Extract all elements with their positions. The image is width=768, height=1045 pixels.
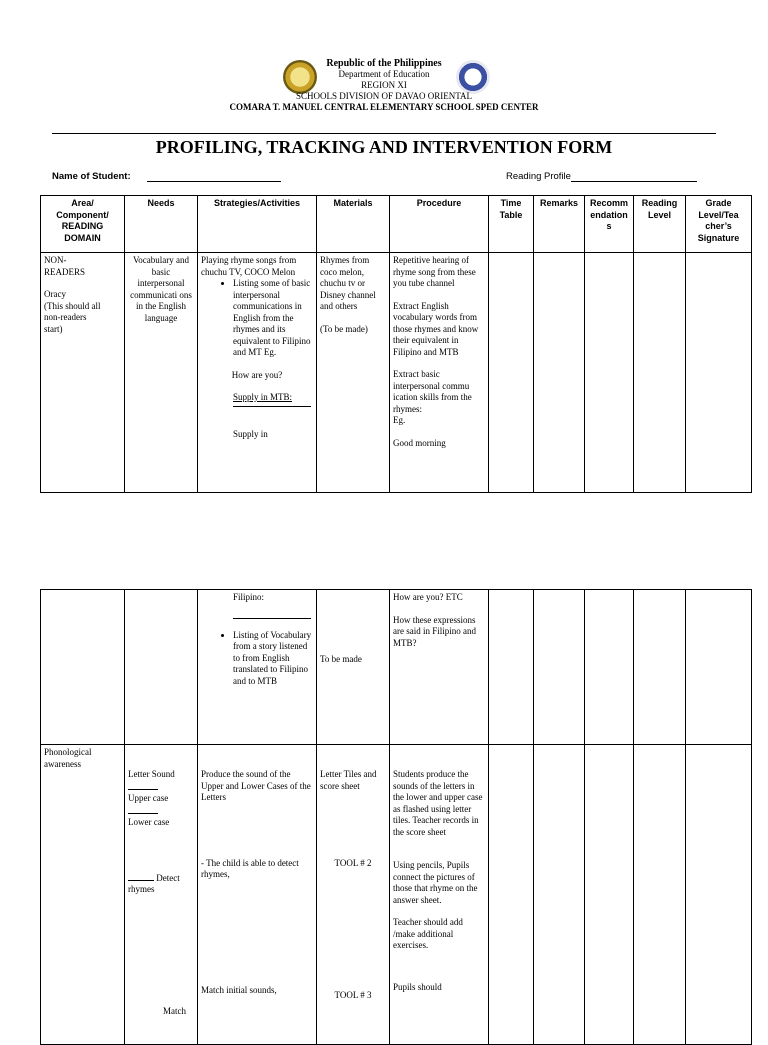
rhyme-strategy-text: - The child is able to detect rhymes,	[201, 857, 299, 879]
time-table-cell[interactable]	[489, 745, 534, 1045]
reading-profile-label: Reading Profile	[506, 171, 571, 182]
intervention-table-page2	[40, 589, 752, 1045]
area-line: READERS	[44, 266, 86, 277]
reading-profile-blank[interactable]	[571, 181, 697, 182]
needs-cell	[125, 745, 198, 1045]
match-procedure-text: Pupils should	[393, 981, 442, 992]
lower-case-text: Lower case	[128, 817, 170, 827]
remarks-cell[interactable]	[534, 590, 585, 745]
area-line: start)	[44, 323, 63, 334]
match-materials-text: TOOL # 3	[334, 989, 372, 1000]
match-text: Match	[163, 1005, 186, 1016]
student-name-label: Name of Student:	[52, 171, 131, 182]
procedure-cell	[390, 253, 489, 493]
supply-filipino-blank	[233, 604, 311, 619]
phonological-area-text: Phonological awareness	[44, 747, 92, 769]
reading-profile-field[interactable]	[506, 171, 697, 182]
table-row	[41, 253, 752, 493]
letter-sound-text: Letter Sound	[128, 769, 175, 779]
letter-strategy-text: Produce the sound of the Upper and Lower Cases of the Letters	[201, 769, 311, 802]
letterhead	[0, 58, 768, 113]
school-text: COMARA T. MANUEL CENTRAL ELEMENTARY SCHOOL SPED CENTER	[229, 102, 539, 112]
reading-level-cell[interactable]	[634, 253, 686, 493]
procedure-step: Extract English vocabulary words from those rhymes and know their equivalent in Filipino and MTB	[393, 300, 479, 357]
supply-in-text: Supply in	[233, 428, 268, 439]
area-line: Oracy	[44, 289, 66, 299]
procedure-step: How are you? ETC	[393, 592, 463, 602]
rhyme-procedure-text: Teacher should add /make additional exercises.	[393, 917, 463, 950]
supply-mtb-blank	[233, 404, 311, 407]
materials-note: (To be made)	[320, 323, 368, 334]
rhyme-procedure-text: Using pencils, Pupils connect the pictures of those that rhyme on the answer sheet.	[393, 860, 478, 905]
intervention-table-page1	[40, 195, 752, 493]
col-strategies: Strategies/Activities	[198, 196, 317, 253]
col-needs: Needs	[125, 196, 198, 253]
procedure-cell	[390, 590, 489, 745]
procedure-step: Good morning	[393, 437, 446, 448]
strategies-cell	[198, 745, 317, 1045]
col-signature: Grade Level/Tea cher’s Signature	[686, 196, 752, 253]
materials-cell	[317, 253, 390, 493]
time-table-cell[interactable]	[489, 590, 534, 745]
materials-cell	[317, 590, 390, 745]
col-reading-level: Reading Level	[634, 196, 686, 253]
region-text: REGION XI	[361, 80, 407, 90]
procedure-step: How these expressions are said in Filipino and MTB?	[393, 614, 476, 648]
area-cell	[41, 745, 125, 1045]
supply-mtb-text: Supply in MTB:	[233, 392, 293, 402]
procedure-step: Repetitive hearing of rhyme song from these you tube channel	[393, 255, 476, 288]
reading-level-cell[interactable]	[634, 590, 686, 745]
col-procedure: Procedure	[390, 196, 489, 253]
strategies-cell	[198, 590, 317, 745]
signature-cell[interactable]	[686, 590, 752, 745]
materials-text: To be made	[320, 654, 362, 664]
letter-procedure-text: Students produce the sounds of the letters in the lower and upper case as flashed using letter tiles. Teacher records in the score sheet	[393, 769, 483, 837]
recommendations-cell[interactable]	[585, 253, 634, 493]
needs-cell: Vocabulary and basic interpersonal communicati ons in the English language	[125, 253, 198, 493]
recommendations-cell[interactable]	[585, 590, 634, 745]
materials-text: Rhymes from coco melon, chuchu tv or Disney channel and others	[320, 255, 376, 311]
recommendations-cell[interactable]	[585, 745, 634, 1045]
needs-cell	[125, 590, 198, 745]
signature-cell[interactable]	[686, 253, 752, 493]
department-text: Department of Education	[338, 69, 430, 79]
area-line: NON-	[44, 255, 67, 265]
student-name-field[interactable]	[52, 171, 281, 182]
strategies-cell	[198, 253, 317, 493]
supply-filipino-text: Filipino:	[233, 592, 265, 602]
match-strategy-text: Match initial sounds,	[201, 984, 277, 995]
detect-rhymes-blank[interactable]	[128, 880, 154, 881]
time-table-cell[interactable]	[489, 253, 534, 493]
table-header-row	[41, 196, 752, 253]
header-rule	[52, 133, 716, 134]
strategy-bullet: • Listing of Vocabulary from a story listened to from English translated to Filipino and to MTB	[233, 630, 313, 688]
table-row	[41, 745, 752, 1045]
strategy-example: How are you?	[231, 369, 283, 380]
upper-case-blank[interactable]	[128, 781, 158, 790]
procedure-step: Extract basic interpersonal commu ication skills from the rhymes:	[393, 369, 472, 414]
area-line: non-readers	[44, 312, 87, 322]
republic-text: Republic of the Philippines	[326, 58, 442, 69]
upper-case-text: Upper case	[128, 793, 169, 803]
col-remarks: Remarks	[534, 196, 585, 253]
lower-case-blank[interactable]	[128, 805, 158, 814]
col-area: Area/ Component/ READING DOMAIN	[41, 196, 125, 253]
detect-rhymes-text: Detect rhymes	[128, 872, 180, 894]
col-time-table: Time Table	[489, 196, 534, 253]
area-cell	[41, 590, 125, 745]
col-recommendations: Recomm endation s	[585, 196, 634, 253]
materials-cell	[317, 745, 390, 1045]
area-line: (This should all	[44, 300, 101, 311]
letter-materials-text: Letter Tiles and score sheet	[320, 769, 377, 791]
remarks-cell[interactable]	[534, 253, 585, 493]
page-title: PROFILING, TRACKING AND INTERVENTION FORM	[155, 137, 613, 157]
table-row	[41, 590, 752, 745]
reading-level-cell[interactable]	[634, 745, 686, 1045]
area-cell	[41, 253, 125, 493]
rhyme-materials-text: TOOL # 2	[334, 858, 372, 868]
division-text: SCHOOLS DIVISION OF DAVAO ORIENTAL	[296, 91, 472, 101]
strategy-bullet: • Listing some of basic interpersonal communications in English from the rhymes and its equivalent to Filipino and MT Eg.	[233, 278, 313, 359]
col-materials: Materials	[317, 196, 390, 253]
signature-cell[interactable]	[686, 745, 752, 1045]
remarks-cell[interactable]	[534, 745, 585, 1045]
procedure-cell	[390, 745, 489, 1045]
procedure-eg: Eg.	[393, 415, 406, 425]
student-name-blank[interactable]	[147, 181, 281, 182]
strategy-intro: Playing rhyme songs from chuchu TV, COCO Melon	[201, 255, 297, 277]
